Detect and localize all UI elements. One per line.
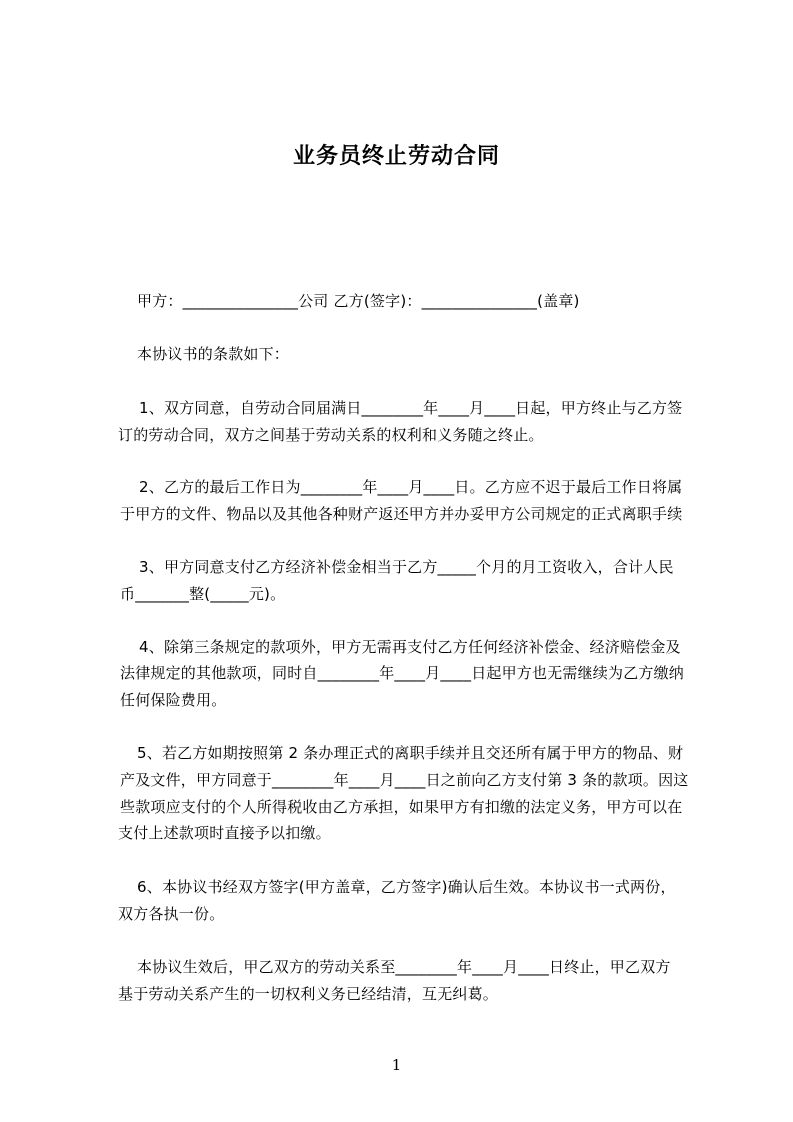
clause-6-line-2: 双方各执一份。 bbox=[118, 905, 225, 923]
closing-line-2: 基于劳动关系产生的一切权利义务已经结清，互无纠葛。 bbox=[118, 985, 499, 1003]
clause-5-line-1: 5、若乙方如期按照第 2 条办理正式的离职手续并且交还所有属于甲方的物品、财 bbox=[137, 744, 684, 762]
document-title: 业务员终止劳动合同 bbox=[292, 144, 500, 169]
page-number: 1 bbox=[391, 1056, 402, 1074]
clause-1-line-1: 1、双方同意，自劳动合同届满日________年____月____日起，甲方终止与乙方签 bbox=[139, 399, 683, 417]
closing-line-1: 本协议生效后，甲乙双方的劳动关系至________年____月____日终止，甲乙双方 bbox=[137, 958, 671, 976]
clause-4-line-1: 4、除第三条规定的款项外，甲方无需再支付乙方任何经济补偿金、经济赔偿金及 bbox=[139, 638, 681, 656]
clause-3-line-2: 币_______整(_____元)。 bbox=[120, 585, 286, 603]
clause-6-line-1: 6、本协议书经双方签字(甲方盖章，乙方签字)确认后生效。本协议书一式两份， bbox=[137, 878, 676, 896]
clause-2-line-2: 于甲方的文件、物品以及其他各种财产返还甲方并办妥甲方公司规定的正式离职手续 bbox=[120, 505, 683, 523]
clause-5-line-3: 些款项应支付的个人所得税收由乙方承担，如果甲方有扣缴的法定义务，甲方可以在 bbox=[120, 798, 683, 816]
clause-1-line-2: 订的劳动合同，双方之间基于劳动关系的权利和义务随之终止。 bbox=[118, 426, 544, 444]
clause-4-line-3: 任何保险费用。 bbox=[120, 691, 227, 709]
clause-5-line-4: 支付上述款项时直接予以扣缴。 bbox=[118, 824, 331, 842]
clause-4-line-2: 法律规定的其他款项，同时自________年____月____日起甲方也无需继续为乙方缴纳 bbox=[120, 664, 685, 682]
party-line: 甲方：_______________公司 乙方(签字)：_______________(盖章) bbox=[137, 292, 580, 310]
clause-5-line-2: 产及文件，甲方同意于________年____月____日之前向乙方支付第 3 条的款项。因这 bbox=[120, 771, 689, 789]
clause-3-line-1: 3、甲方同意支付乙方经济补偿金相当于乙方_____个月的月工资收入，合计人民 bbox=[139, 558, 674, 576]
intro-line: 本协议书的条款如下： bbox=[137, 345, 290, 363]
clause-2-line-1: 2、乙方的最后工作日为________年____月____日。乙方应不迟于最后工作日将属 bbox=[139, 478, 683, 496]
